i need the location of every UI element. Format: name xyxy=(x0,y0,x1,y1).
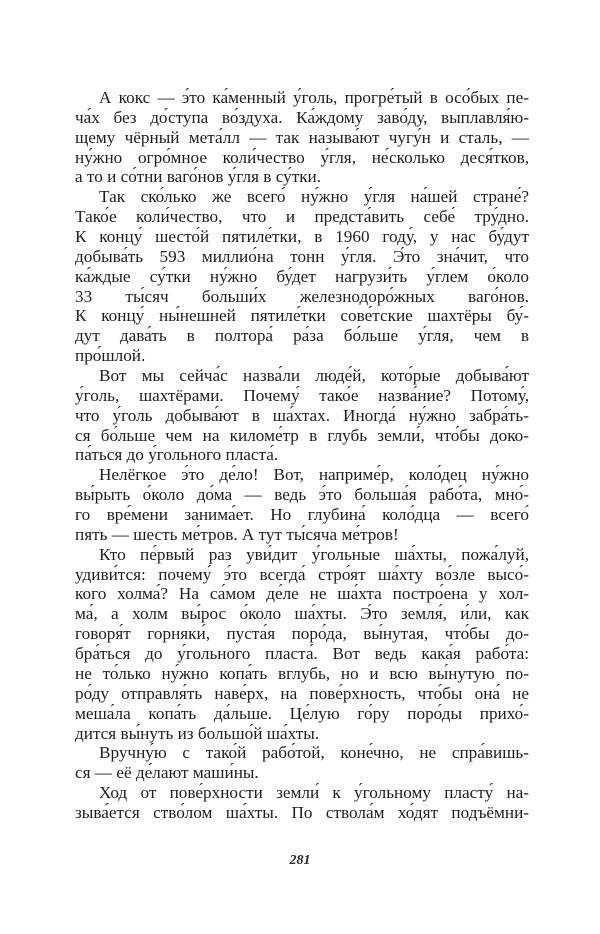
page-number: 281 xyxy=(289,853,311,868)
text-line: меша́ла копа́ть да́льше. Це́лую го́ру поро́ды прихо́- xyxy=(75,703,529,723)
text-line: Кто пе́рвый раз уви́дит у́гольные ша́хты, пожа́луй, xyxy=(99,544,529,564)
text-line: А кокс — э́то ка́менный у́голь, прогре́тый в осо́бых пе- xyxy=(99,88,529,107)
text-line: добыва́ть 593 миллио́на тонн у́гля. Э́то зна́чит, что xyxy=(75,246,529,266)
text-line: ро́ду отправля́ть наве́рх, на пове́рхность, что́бы она́ не xyxy=(75,683,529,703)
text-line: дится вы́нуть из большо́й ша́хты. xyxy=(75,723,320,743)
text-line: Вот мы сейча́с назва́ли люде́й, кото́рые добыва́ют xyxy=(99,366,529,386)
page-body-text xyxy=(75,88,529,823)
paragraph xyxy=(75,366,529,465)
text-line: Нелёгкое э́то де́ло! Вот, наприме́р, коло́дец ну́жно xyxy=(99,465,529,485)
text-line: Ход от пове́рхности земли́ к у́гольному пласту́ на- xyxy=(99,783,529,803)
text-line: ну́жно огро́мное коли́чество у́гля, не́сколько деся́тков, xyxy=(75,147,529,167)
text-line: у́голь, шахтёрами. Почему́ тако́е назва́ние? Потому́, xyxy=(75,385,529,405)
text-line: не то́лько ну́жно копа́ть вглубь, но и всю вы́нутую по- xyxy=(75,663,529,683)
text-line: К концу́ ны́нешней пятиле́тки сове́тские шахтёры бу́- xyxy=(75,306,529,326)
text-line: К концу́ шесто́й пятиле́тки, в 1960 году́, у нас бу́дут xyxy=(75,227,529,247)
text-line: го вре́мени занима́ет. Но глубина́ коло́дца — всего́ xyxy=(75,505,529,525)
text-line: Тако́е коли́чество, что и предста́вить себе́ тру́дно. xyxy=(75,207,529,227)
text-line: ся бо́льше чем на киломе́тр в глубь земли́, что́бы доко- xyxy=(75,425,529,445)
text-line: говоря́т горняки́, пуста́я поро́да, вы́нутая, что́бы до- xyxy=(75,624,529,644)
paragraph xyxy=(75,783,529,823)
paragraph xyxy=(75,187,529,366)
text-line: что у́голь добыва́ют в ша́хтах. Иногда́ ну́жно забра́ть- xyxy=(75,405,529,425)
paragraph xyxy=(75,545,529,744)
paragraph xyxy=(75,88,529,187)
paragraph xyxy=(75,743,529,783)
text-line: а то и со́тни ваго́нов у́гля в су́тки. xyxy=(75,167,322,187)
text-line: вы́рыть о́коло до́ма — ведь э́то больша́я рабо́та, мно́- xyxy=(75,485,529,505)
text-line: кого холма́? На са́мом де́ле не ша́хта постро́ена у хол- xyxy=(75,584,529,604)
text-line: ма́, а холм вы́рос о́коло ша́хты. Э́то земля́, и́ли, как xyxy=(75,604,529,624)
text-line: ся — её де́лают маши́ны. xyxy=(75,763,259,783)
text-line: ча́х без до́ступа во́здуха. Ка́ждому заво́ду, выплавля́ю- xyxy=(75,107,529,127)
text-line: удиви́тся: почему́ э́то всегда́ стро́ят ша́хту во́зле высо́- xyxy=(75,564,529,584)
text-line: па́ться до у́гольного пласта́. xyxy=(75,445,279,465)
text-line: дут дава́ть в полтора́ ра́за бо́льше у́гля, чем в xyxy=(75,326,529,346)
text-line: ка́ждые су́тки ну́жно бу́дет нагрузи́ть у́глем о́коло xyxy=(75,266,529,286)
text-line: Так ско́лько же всего́ ну́жно у́гля на́шей стране́? xyxy=(99,187,529,207)
text-line: бра́ться до у́гольного пласта́. Вот ведь кака́я рабо́та: xyxy=(75,644,529,664)
text-line: пять — шесть ме́тров. А тут ты́сяча ме́тров! xyxy=(75,524,399,544)
text-line: зыва́ется ство́лом ша́хты. По ствола́м хо́дят подъёмни- xyxy=(75,802,529,822)
text-line: щему чёрный мета́лл — так называ́ют чугу́н и сталь, — xyxy=(75,127,529,147)
paragraph xyxy=(75,465,529,544)
text-line: про́шлой. xyxy=(75,346,146,366)
text-line: Вручну́ю с тако́й рабо́той, коне́чно, не спра́вишь- xyxy=(99,743,529,763)
text-line: 33 ты́сяч больши́х железнодоро́жных ваго́нов. xyxy=(75,286,529,306)
